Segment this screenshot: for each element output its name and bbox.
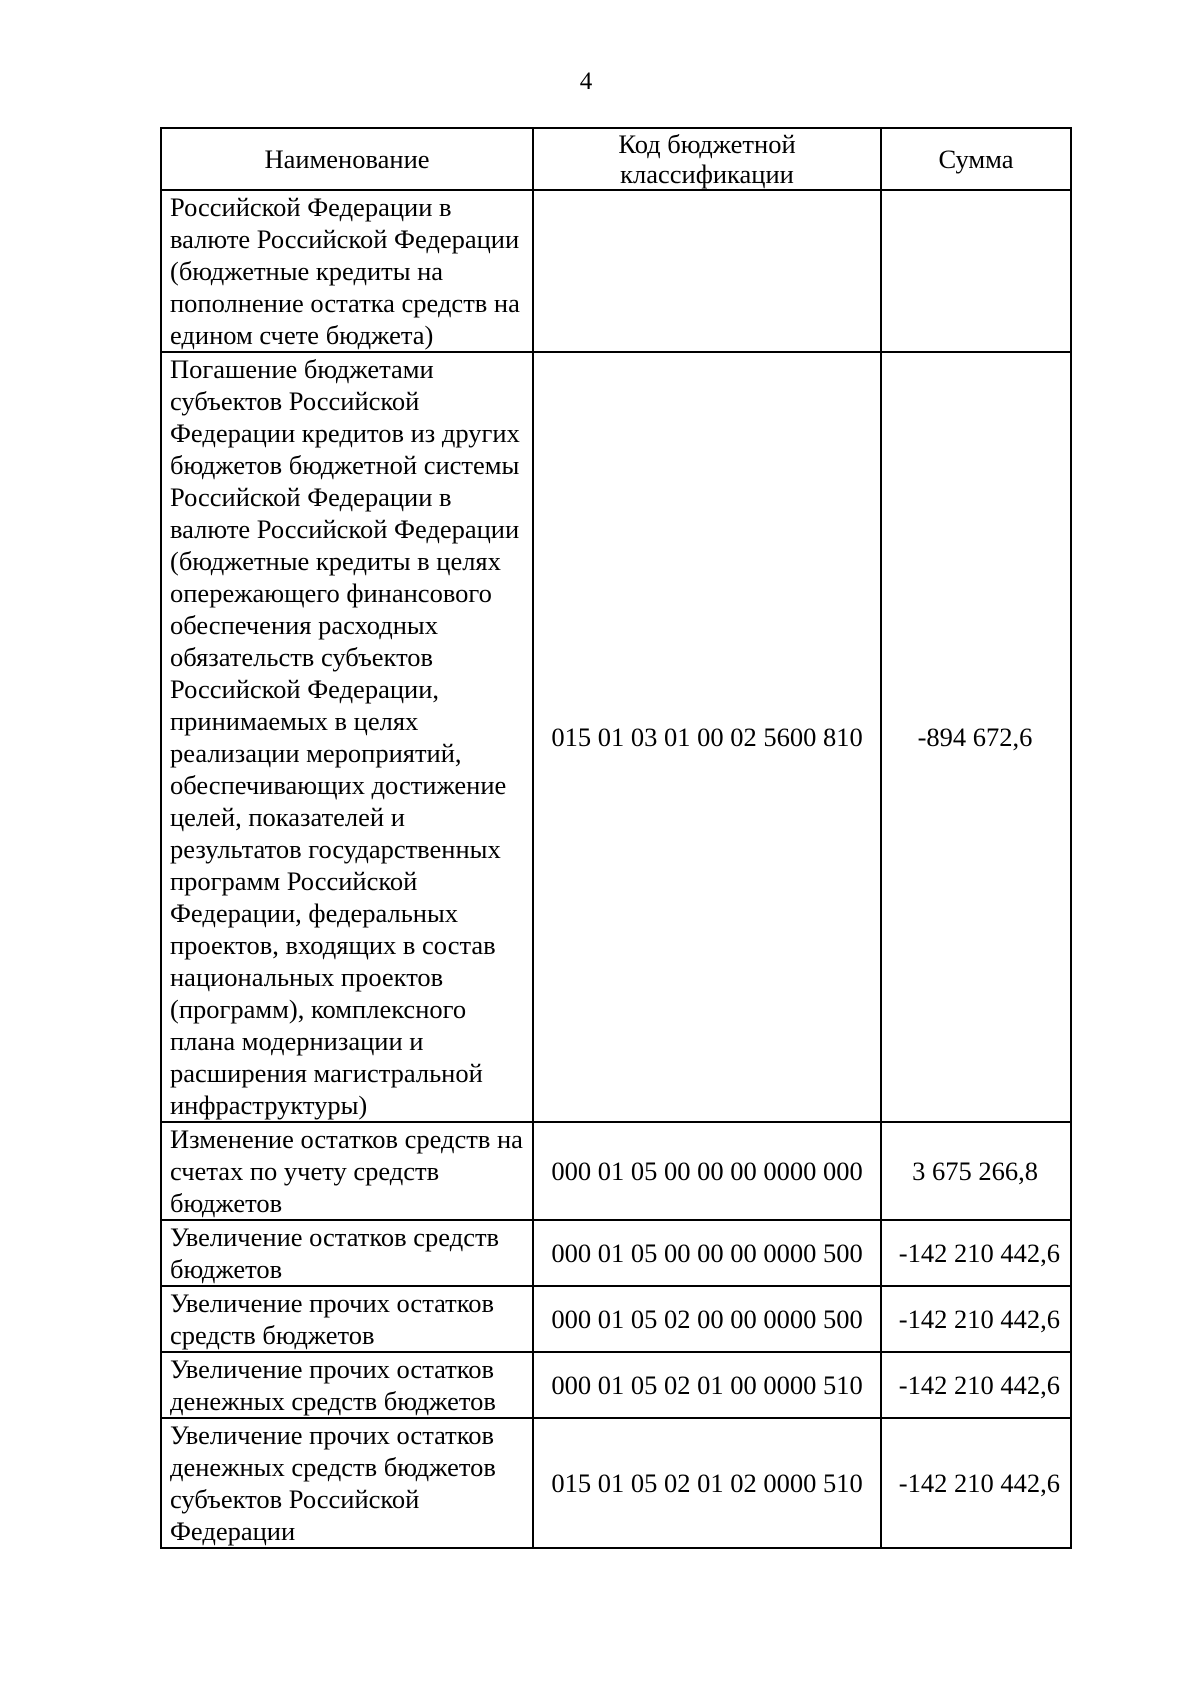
- table-row: [161, 1122, 1071, 1220]
- row-code: 015 01 05 02 01 02 0000 510: [533, 1418, 881, 1548]
- row-sum: -142 210 442,6: [881, 1418, 1071, 1548]
- table-row: [161, 1286, 1071, 1352]
- row-sum: -142 210 442,6: [881, 1286, 1071, 1352]
- budget-table: [160, 127, 1072, 1549]
- row-code: 000 01 05 02 00 00 0000 500: [533, 1286, 881, 1352]
- row-code: 000 01 05 00 00 00 0000 500: [533, 1220, 881, 1286]
- table-header-row: [161, 128, 1071, 190]
- page-number: 4: [579, 68, 593, 95]
- row-sum: [881, 190, 1071, 352]
- row-name: Увеличение прочих остатков денежных средств бюджетов: [161, 1352, 533, 1418]
- table-row: [161, 352, 1071, 1122]
- row-code: 000 01 05 00 00 00 0000 000: [533, 1122, 881, 1220]
- header-code: Код бюджетной классификации: [533, 128, 881, 190]
- row-name: Увеличение остатков средств бюджетов: [161, 1220, 533, 1286]
- row-sum: -894 672,6: [881, 352, 1071, 1122]
- row-code: [533, 190, 881, 352]
- row-sum: 3 675 266,8: [881, 1122, 1071, 1220]
- row-name: Российской Федерации в валюте Российской Федерации (бюджетные кредиты на пополнение остатка средств на едином счете бюджета): [161, 190, 533, 352]
- row-name: Увеличение прочих остатков денежных средств бюджетов субъектов Российской Федерации: [161, 1418, 533, 1548]
- table-row: [161, 190, 1071, 352]
- row-sum: -142 210 442,6: [881, 1220, 1071, 1286]
- row-code: 015 01 03 01 00 02 5600 810: [533, 352, 881, 1122]
- table-row: [161, 1418, 1071, 1548]
- row-name: Изменение остатков средств на счетах по учету средств бюджетов: [161, 1122, 533, 1220]
- row-code: 000 01 05 02 01 00 0000 510: [533, 1352, 881, 1418]
- table-row: [161, 1352, 1071, 1418]
- row-name: Погашение бюджетами субъектов Российской Федерации кредитов из других бюджетов бюджетной системы Российской Федерации в валюте Российской Федерации (бюджетные кредиты в целях опережающего финансового обеспечения расходных обязательств субъектов Российской Федерации, принимаемых в целях реализации мероприятий, обеспечивающих достижение целей, показателей и результатов государственных программ Российской Федерации, федеральных проектов, входящих в состав национальных проектов (программ), комплексного плана модернизации и расширения магистральной инфраструктуры): [161, 352, 533, 1122]
- row-sum: -142 210 442,6: [881, 1352, 1071, 1418]
- header-name: Наименование: [161, 128, 533, 190]
- table-row: [161, 1220, 1071, 1286]
- row-name: Увеличение прочих остатков средств бюджетов: [161, 1286, 533, 1352]
- header-sum: Сумма: [881, 128, 1071, 190]
